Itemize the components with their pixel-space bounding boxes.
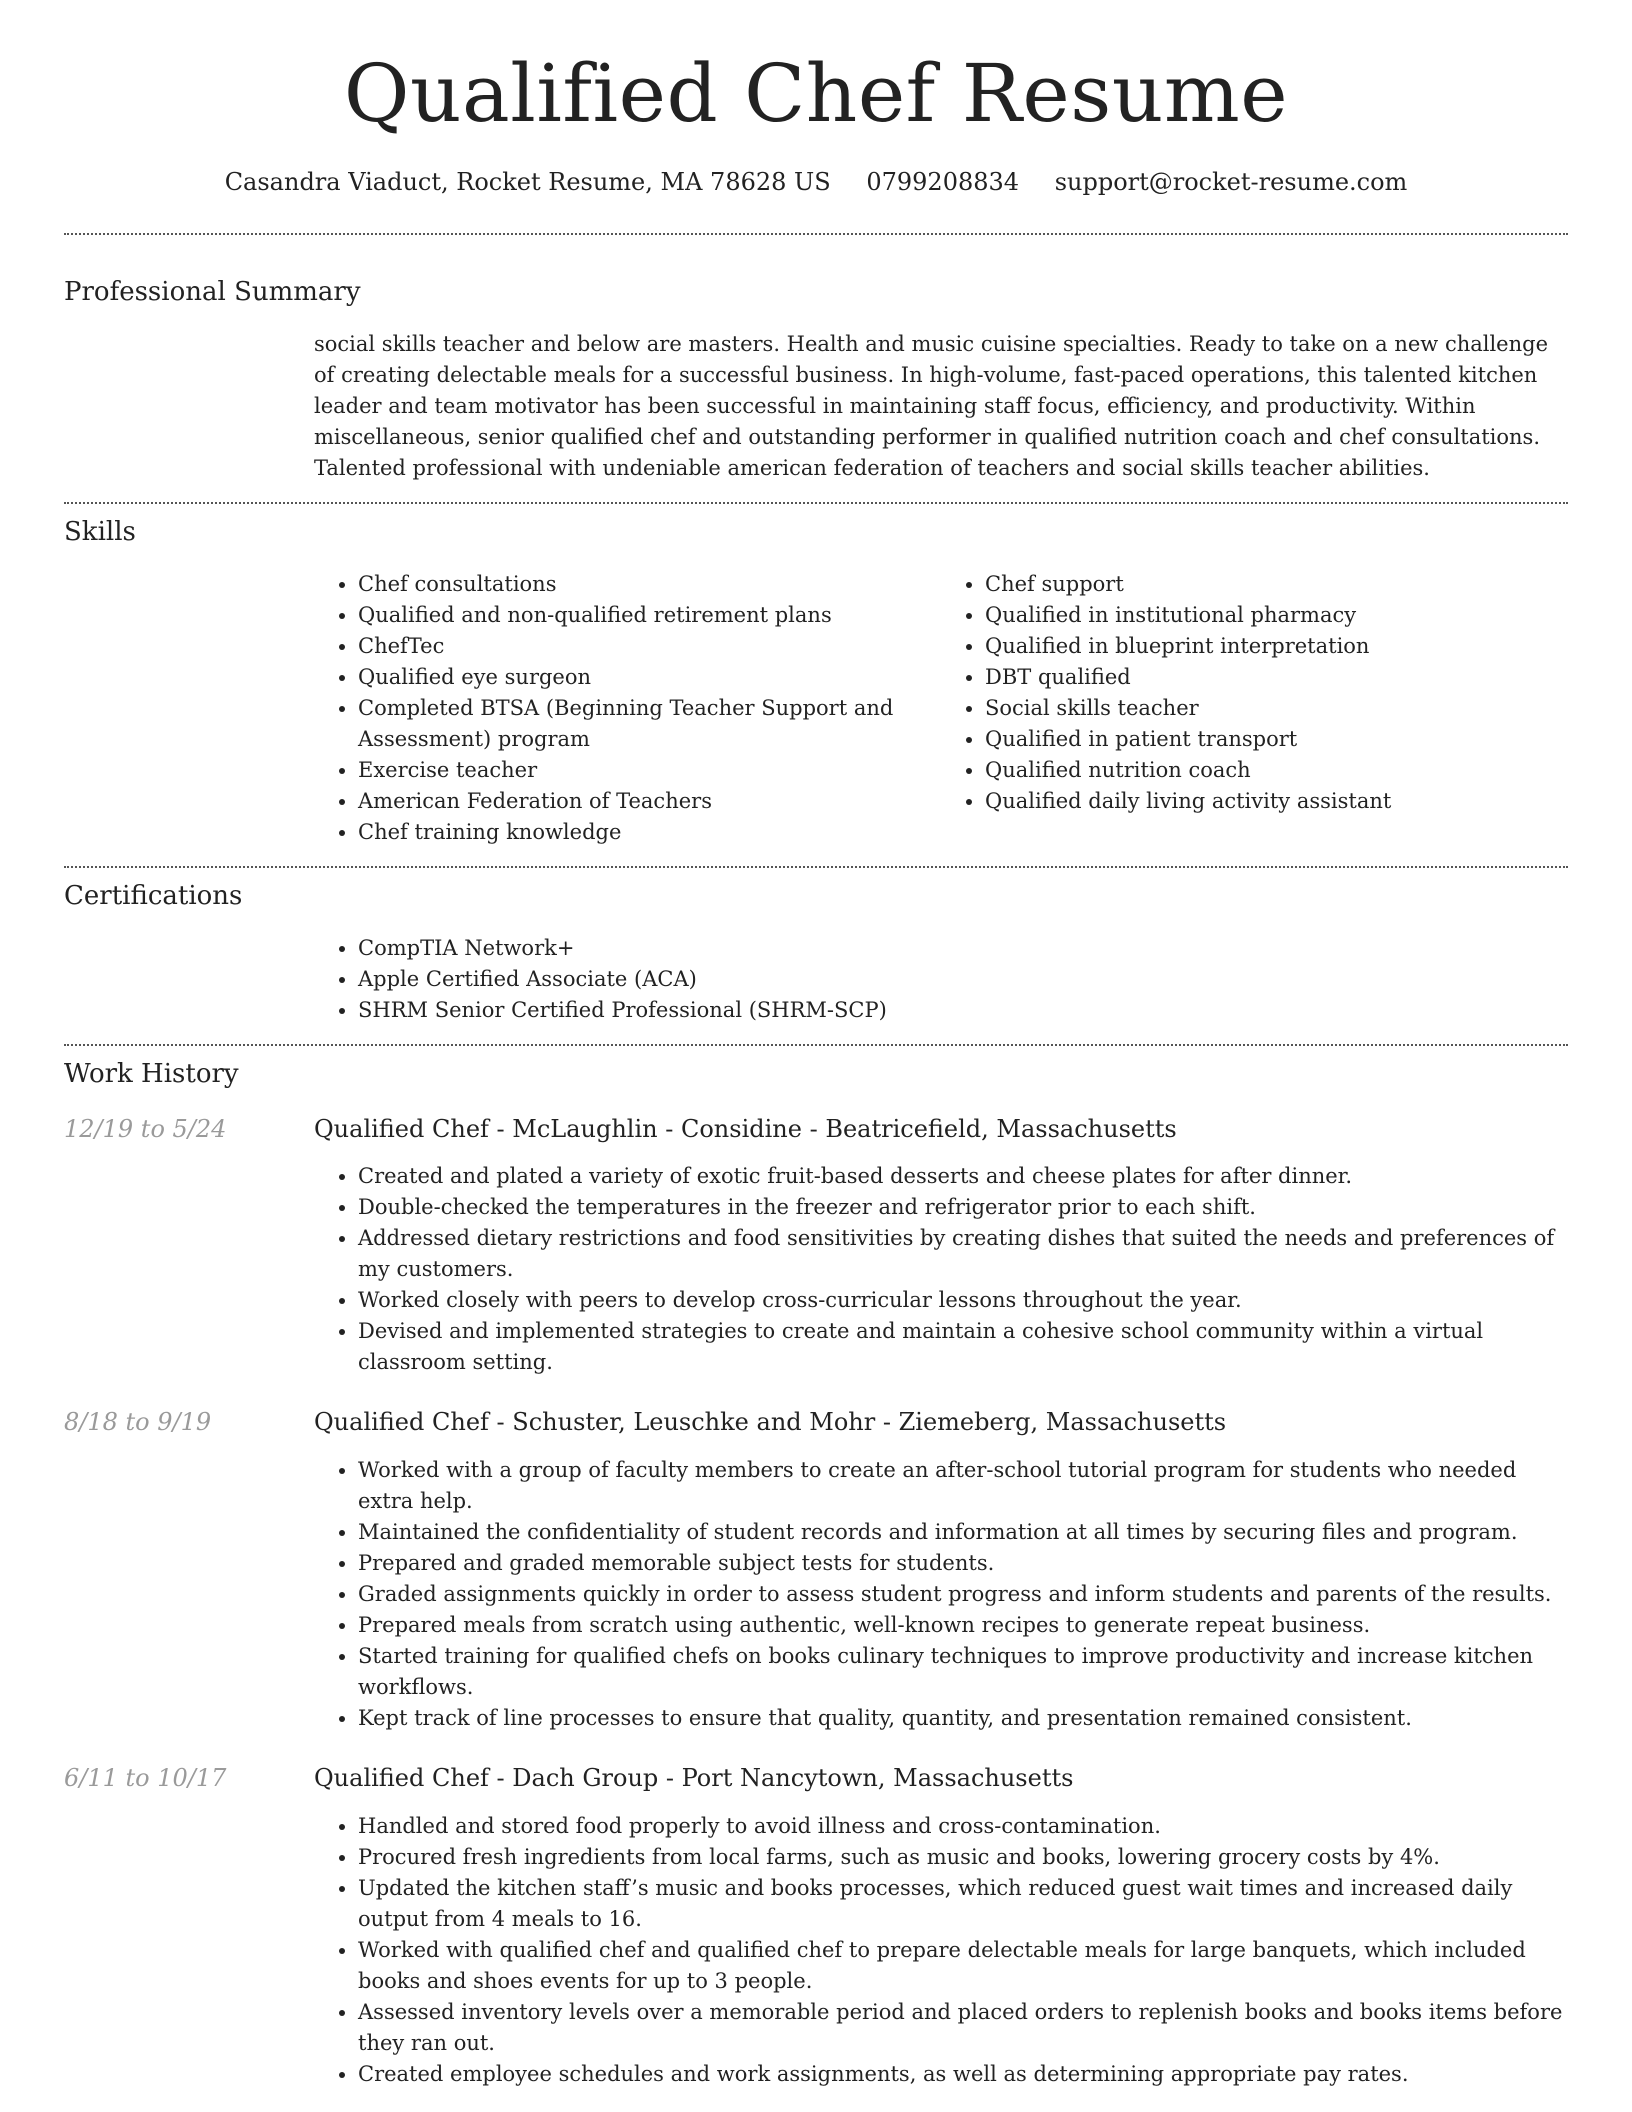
certifications-section [64,881,1568,1026]
job-bullet: • Worked closely with peers to develop cross-curricular lessons throughout the year. [358,1285,1568,1316]
skill-item: • Chef support [985,569,1568,600]
job-bullet: • Updated the kitchen staff’s music and books processes, which reduced guest wait times and increased daily output from 4 meals to 16. [358,1873,1568,1935]
skill-item: • Qualified nutrition coach [985,755,1568,786]
job-entry [64,1115,1568,1379]
job-dates: 8/18 to 9/19 [64,1408,212,1437]
job-bullet: • Started training for qualified chefs on books culinary techniques to improve productivity and increase kitchen workflows. [358,1641,1568,1703]
divider-header [64,233,1568,235]
contact-email: support@rocket-resume.com [1054,168,1408,196]
certifications-heading: Certifications [64,881,243,912]
certifications-list [314,933,1568,1026]
skills-columns [314,569,1568,848]
divider-skills [64,866,1568,868]
skill-item: • Qualified in patient transport [985,724,1568,755]
skill-item: • Qualified in institutional pharmacy [985,600,1568,631]
job-bullet: • Created and plated a variety of exotic fruit-based desserts and cheese plates for after dinner. [358,1161,1568,1192]
job-header [64,1764,1568,1793]
skill-item: • Social skills teacher [985,693,1568,724]
job-bullet: • Devised and implemented strategies to create and maintain a cohesive school community within a virtual classroom setting. [358,1316,1568,1378]
summary-section [64,277,1568,484]
skills-section [64,517,1568,848]
certification-item: • Apple Certified Associate (ACA) [358,964,1568,995]
job-bullet: • Kept track of line processes to ensure that quality, quantity, and presentation remained consistent. [358,1703,1568,1734]
job-bullet: • Assessed inventory levels over a memorable period and placed orders to replenish books and books items before they ran out. [358,1997,1568,2059]
job-bullet: • Prepared and graded memorable subject tests for students. [358,1548,1568,1579]
job-details [314,1455,1568,1734]
job-title: Qualified Chef - McLaughlin - Considine - Beatricefield, Massachusetts [314,1114,1177,1143]
job-bullet: • Worked with qualified chef and qualified chef to prepare delectable meals for large banquets, which included books and shoes events for up to 3 people. [358,1935,1568,1997]
certifications-body [314,933,1568,1026]
job-header [64,1115,1568,1144]
job-dates: 6/11 to 10/17 [64,1764,227,1793]
contact-address: Casandra Viaduct, Rocket Resume, MA 78628 US [224,168,831,196]
job-entry [64,1408,1568,1734]
job-bullet: • Worked with a group of faculty members to create an after-school tutorial program for students who needed extra help. [358,1455,1568,1517]
job-bullet: • Maintained the confidentiality of student records and information at all times by securing files and program. [358,1517,1568,1548]
job-bullet: • Procured fresh ingredients from local farms, such as music and books, lowering grocery costs by 4%. [358,1842,1568,1873]
work-history-heading: Work History [64,1059,239,1090]
contact-phone: 0799208834 [866,168,1020,196]
job-bullet: • Created employee schedules and work assignments, as well as determining appropriate pay rates. [358,2059,1568,2090]
summary-text: social skills teacher and below are masters. Health and music cuisine specialties. Ready to take on a new challenge of creating delectable meals for a successful business. In high-volume, fast-paced operations, this talented kitchen leader and team motivator has been successful in maintaining staff focus, efficiency, and productivity. Within miscellaneous, senior qualified chef and outstanding performer in qualified nutrition coach and chef consultations. Talented professional with undeniable american federation of teachers and social skills teacher abilities. [314,331,1549,480]
summary-body [314,329,1568,484]
skill-item: • Qualified daily living activity assistant [985,786,1568,817]
job-bullets [314,1811,1568,2090]
job-bullets [314,1455,1568,1734]
skill-item: • American Federation of Teachers [358,786,941,817]
skills-heading: Skills [64,516,136,547]
skill-item: • Chef training knowledge [358,817,941,848]
job-dates: 12/19 to 5/24 [64,1114,227,1143]
skill-item: • Qualified and non-qualified retirement plans [358,600,941,631]
job-title: Qualified Chef - Dach Group - Port Nancytown, Massachusetts [314,1764,1074,1793]
job-entry [64,1764,1568,2090]
skill-item: • Qualified eye surgeon [358,662,941,693]
skill-item: • Completed BTSA (Beginning Teacher Support and Assessment) program [358,693,941,755]
skill-item: • ChefTec [358,631,941,662]
summary-heading: Professional Summary [64,276,361,307]
skill-item: • DBT qualified [985,662,1568,693]
job-title: Qualified Chef - Schuster, Leuschke and Mohr - Ziemeberg, Massachusetts [314,1408,1227,1437]
job-bullet: • Graded assignments quickly in order to assess student progress and inform students and parents of the results. [358,1579,1568,1610]
work-history-section [64,1059,1568,2090]
skill-item: • Exercise teacher [358,755,941,786]
skills-list-right [941,569,1568,848]
divider-certifications [64,1044,1568,1046]
job-details [314,1161,1568,1378]
job-bullets [314,1161,1568,1378]
skill-item: • Qualified in blueprint interpretation [985,631,1568,662]
divider-summary [64,502,1568,504]
skills-list-left [314,569,941,848]
certification-item: • SHRM Senior Certified Professional (SHRM-SCP) [358,995,1568,1026]
contact-line [64,168,1568,197]
skill-item: • Chef consultations [358,569,941,600]
job-bullet: • Prepared meals from scratch using authentic, well-known recipes to generate repeat business. [358,1610,1568,1641]
job-bullet: • Handled and stored food properly to avoid illness and cross-contamination. [358,1811,1568,1842]
certification-item: • CompTIA Network+ [358,933,1568,964]
job-details [314,1811,1568,2090]
job-bullet: • Addressed dietary restrictions and food sensitivities by creating dishes that suited the needs and preferences of my customers. [358,1223,1568,1285]
resume-title: Qualified Chef Resume [343,47,1289,140]
resume-page [64,0,1568,2090]
job-header [64,1408,1568,1437]
job-bullet: • Double-checked the temperatures in the freezer and refrigerator prior to each shift. [358,1192,1568,1223]
